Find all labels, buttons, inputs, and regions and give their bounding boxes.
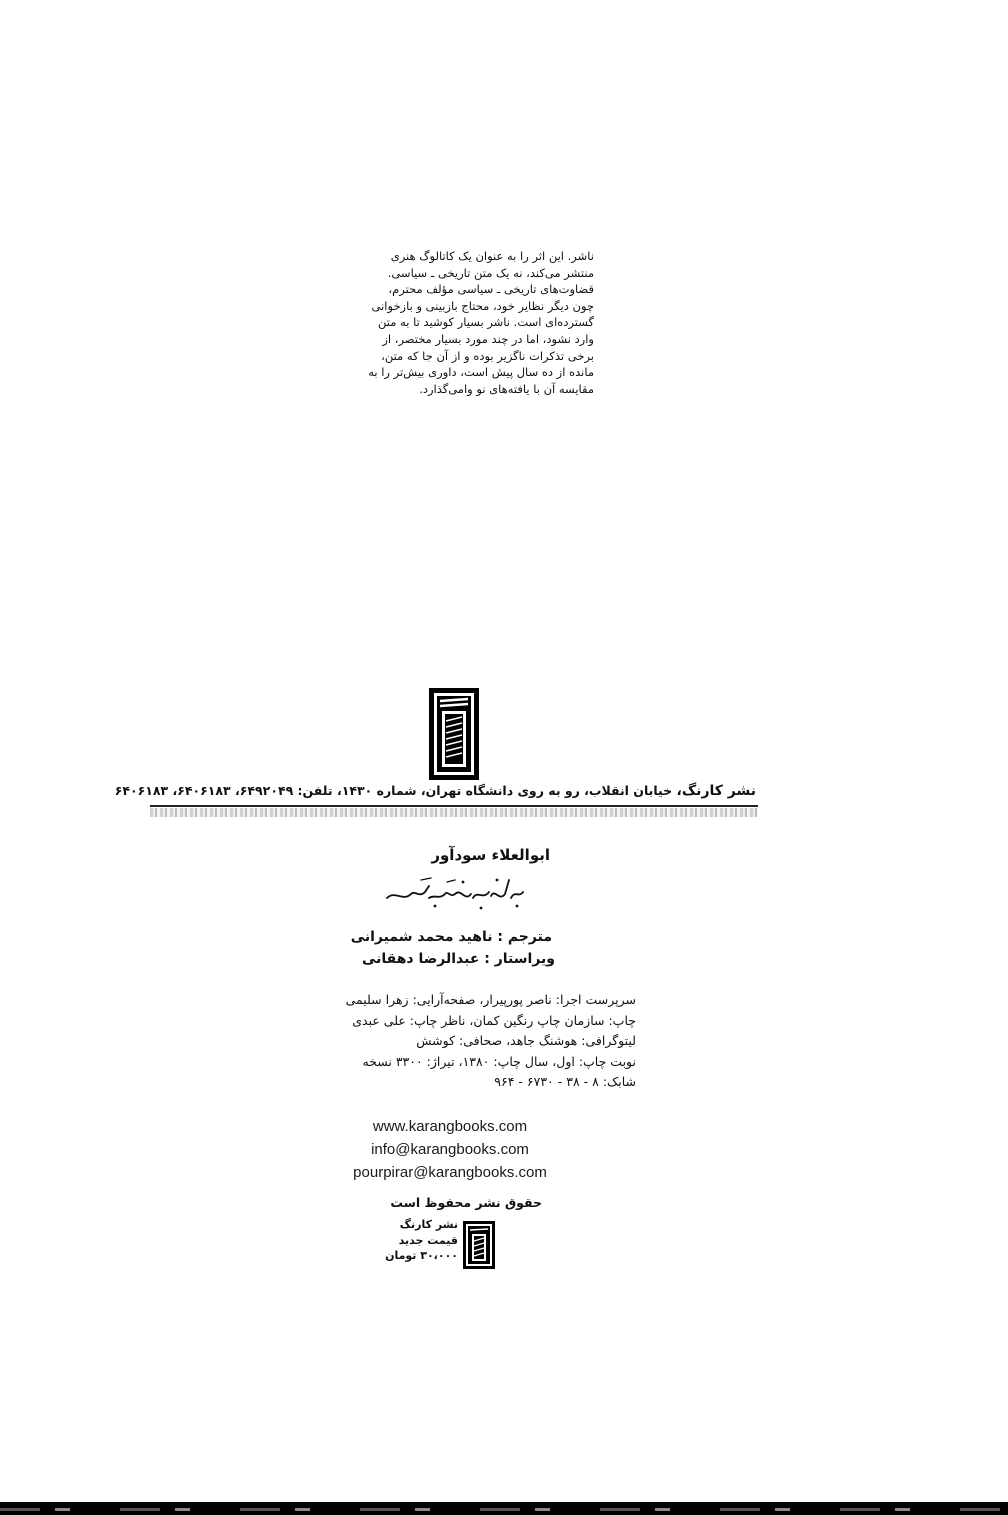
isbn-line: شابک: ۸ - ۳۸ - ۶۷۳۰ - ۹۶۴: [494, 1074, 636, 1089]
publisher-note: [318, 248, 594, 397]
decorative-rule: [150, 808, 758, 817]
web-contacts: [330, 1115, 570, 1184]
note-line: گسترده‌ای است. ناشر بسیار کوشید تا به متن: [378, 315, 594, 330]
note-line: وارد نشود، اما در چند مورد بسیار مختصر، از: [382, 331, 594, 346]
note-line: مقایسه آن با یافته‌های نو وامی‌گذارد.: [419, 381, 594, 396]
note-line: چون دیگر نظایر خود، محتاج بازبینی و بازخوانی: [371, 298, 594, 313]
karang-small-logo-icon: [462, 1220, 496, 1270]
address-text: خیابان انقلاب، رو به روی دانشگاه تهران، شماره ۱۴۳۰، تلفن: ۶۴۹۲۰۴۹، ۶۴۰۶۱۸۳، ۶۴۰۶۱۸۳: [114, 783, 677, 798]
note-line: ناشر. این اثر را به عنوان یک کاتالوگ هنری: [390, 249, 594, 263]
credit-line: نوبت چاپ: اول، سال چاپ: ۱۳۸۰، تیراژ: ۳۳۰۰ نسخه: [362, 1053, 636, 1069]
website-link[interactable]: www.karangbooks.com: [372, 1118, 528, 1135]
karang-logo-icon: [428, 687, 480, 781]
author-name: ابوالعلاء سودآور: [431, 846, 550, 864]
credit-line: سرپرست اجرا: ناصر پورپیرار، صفحه‌آرایی: زهرا سلیمی: [345, 992, 636, 1007]
price-value: ۳۰،۰۰۰ تومان: [385, 1249, 458, 1262]
note-line: مانده از ده سال پیش است، داوری بیش‌تر را به: [368, 365, 594, 380]
editor-credit: ویراستار : عبدالرضا دهقانی: [361, 951, 555, 967]
divider: [150, 805, 758, 807]
note-line: منتشر می‌کند، نه یک متن تاریخی ـ سیاسی.: [387, 265, 594, 280]
copyright-statement: حقوق نشر محفوظ است: [390, 1195, 542, 1210]
title-calligraphy: [385, 868, 525, 916]
credit-line: لیتوگرافی: هوشنگ جاهد، صحافی: کوشش: [416, 1033, 636, 1048]
price-label: قیمت جدید: [398, 1233, 458, 1247]
credit-line: چاپ: سازمان چاپ رنگین کمان، ناظر چاپ: علی عبدی: [352, 1012, 636, 1028]
note-line: قضاوت‌های تاریخی ـ سیاسی مؤلف محترم،: [388, 282, 594, 297]
publisher-brand: نشر کارنگ،: [676, 783, 756, 799]
email-link[interactable]: pourpirar@karangbooks.com: [353, 1164, 547, 1181]
publisher-address: [114, 783, 756, 805]
stamp-publisher: نشر کارنگ: [399, 1218, 458, 1231]
price-stamp: [360, 1217, 458, 1264]
note-line: برخی تذکرات ناگزیر بوده و از آن جا که متن،: [381, 348, 594, 363]
production-credits: [250, 990, 636, 1093]
translator-credit: مترجم : ناهید محمد شمیرانی: [350, 929, 552, 945]
scan-edge-texture: [0, 1508, 1008, 1511]
email-link[interactable]: info@karangbooks.com: [371, 1141, 529, 1158]
